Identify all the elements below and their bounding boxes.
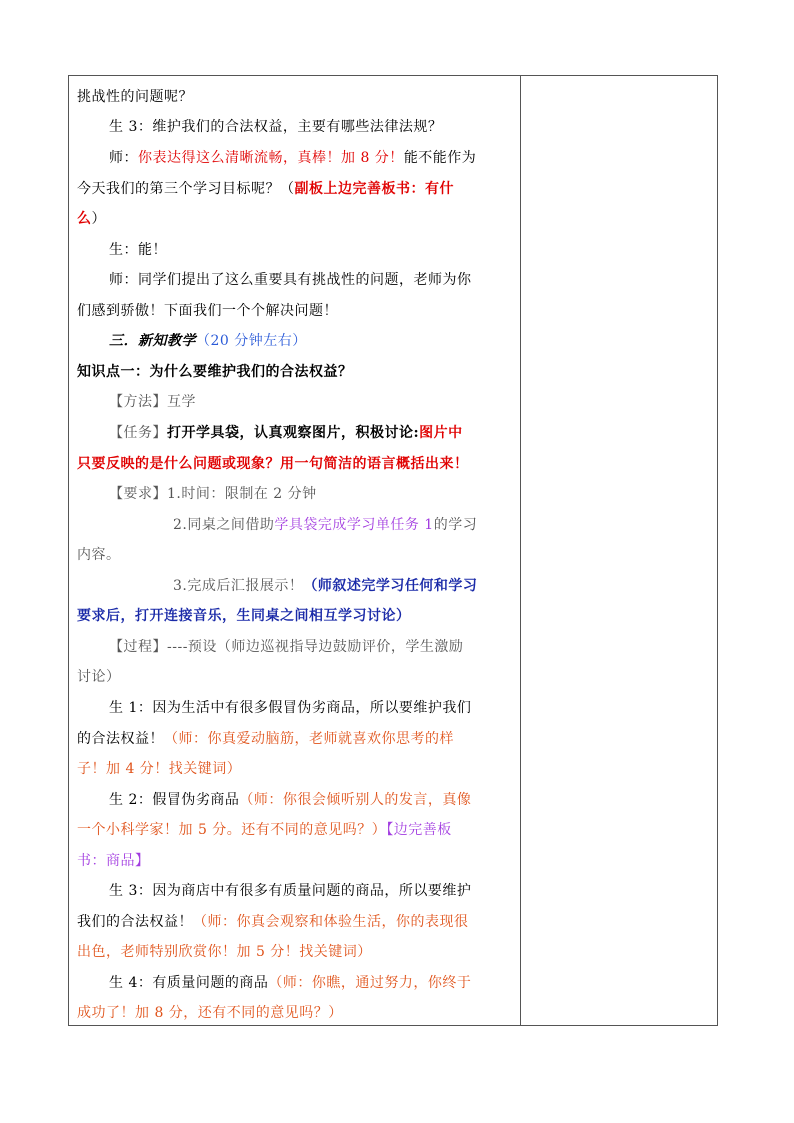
text-line: 么） — [77, 211, 106, 227]
text-line: 生 3：维护我们的合法权益，主要有哪些法律法规？ — [109, 119, 443, 135]
text-line: 要求后，打开连接音乐，生同桌之间相互学习讨论） — [77, 608, 411, 624]
text-line: 的合法权益！（师：你真爱动脑筋，老师就喜欢你思考的样 — [77, 731, 454, 747]
text-line: 生：能！ — [109, 242, 167, 258]
text-line: 师：同学们提出了这么重要具有挑战性的问题，老师为你 — [109, 272, 472, 288]
text-line: 我们的合法权益！（师：你真会观察和体验生活，你的表现很 — [77, 914, 469, 930]
text-line: 今天我们的第三个学习目标呢？（副板上边完善板书：有什 — [77, 181, 454, 197]
text-line: 生 2：假冒伪劣商品（师：你很会倾听别人的发言，真像 — [109, 792, 472, 808]
text-line: 【方法】互学 — [109, 394, 196, 410]
text-line: 们感到骄傲！下面我们一个个解决问题！ — [77, 303, 338, 319]
text-line: 子！加 4 分！找关键词） — [77, 761, 242, 777]
text-line: 出色，老师特别欣赏你！加 5 分！找关键词） — [77, 944, 372, 960]
text-line: 一个小科学家！加 5 分。还有不同的意见吗？）【边完善板 — [77, 822, 452, 838]
text-line: 2.同桌之间借助学具袋完成学习单任务 1的学习 — [173, 517, 478, 533]
text-line: 只要反映的是什么问题或现象？用一句简洁的语言概括出来！ — [77, 456, 469, 472]
text-line: 【过程】----预设（师边巡视指导边鼓励评价，学生激励 — [109, 639, 464, 655]
lesson-content-cell — [69, 76, 520, 1025]
text-line: 【任务】打开学具袋，认真观察图片，积极讨论:图片中 — [109, 425, 463, 441]
lesson-table — [68, 75, 718, 1026]
text-line: 生 1：因为生活中有很多假冒伪劣商品，所以要维护我们 — [109, 700, 472, 716]
text-line: 生 4：有质量问题的商品（师：你瞧，通过努力，你终于 — [109, 975, 472, 991]
text-line: 成功了！加 8 分，还有不同的意见吗？） — [77, 1005, 343, 1021]
text-line: 3.完成后汇报展示！（师叙述完学习任何和学习 — [173, 578, 478, 594]
text-line: 师：你表达得这么清晰流畅，真棒！加 8 分！能不能作为 — [109, 150, 477, 166]
text-line: 【要求】1.时间：限制在 2 分钟 — [109, 486, 317, 502]
text-line: 讨论） — [77, 669, 121, 685]
text-line: 书：商品】 — [77, 853, 150, 869]
knowledge-point-heading: 知识点一：为什么要维护我们的合法权益？ — [77, 364, 353, 380]
text-line: 内容。 — [77, 547, 121, 563]
text-line: 生 3：因为商店中有很多有质量问题的商品，所以要维护 — [109, 883, 472, 899]
notes-cell — [521, 76, 717, 1025]
text-line: 挑战性的问题呢？ — [77, 89, 193, 105]
section-heading: 三．新知教学（20 分钟左右） — [109, 333, 307, 349]
